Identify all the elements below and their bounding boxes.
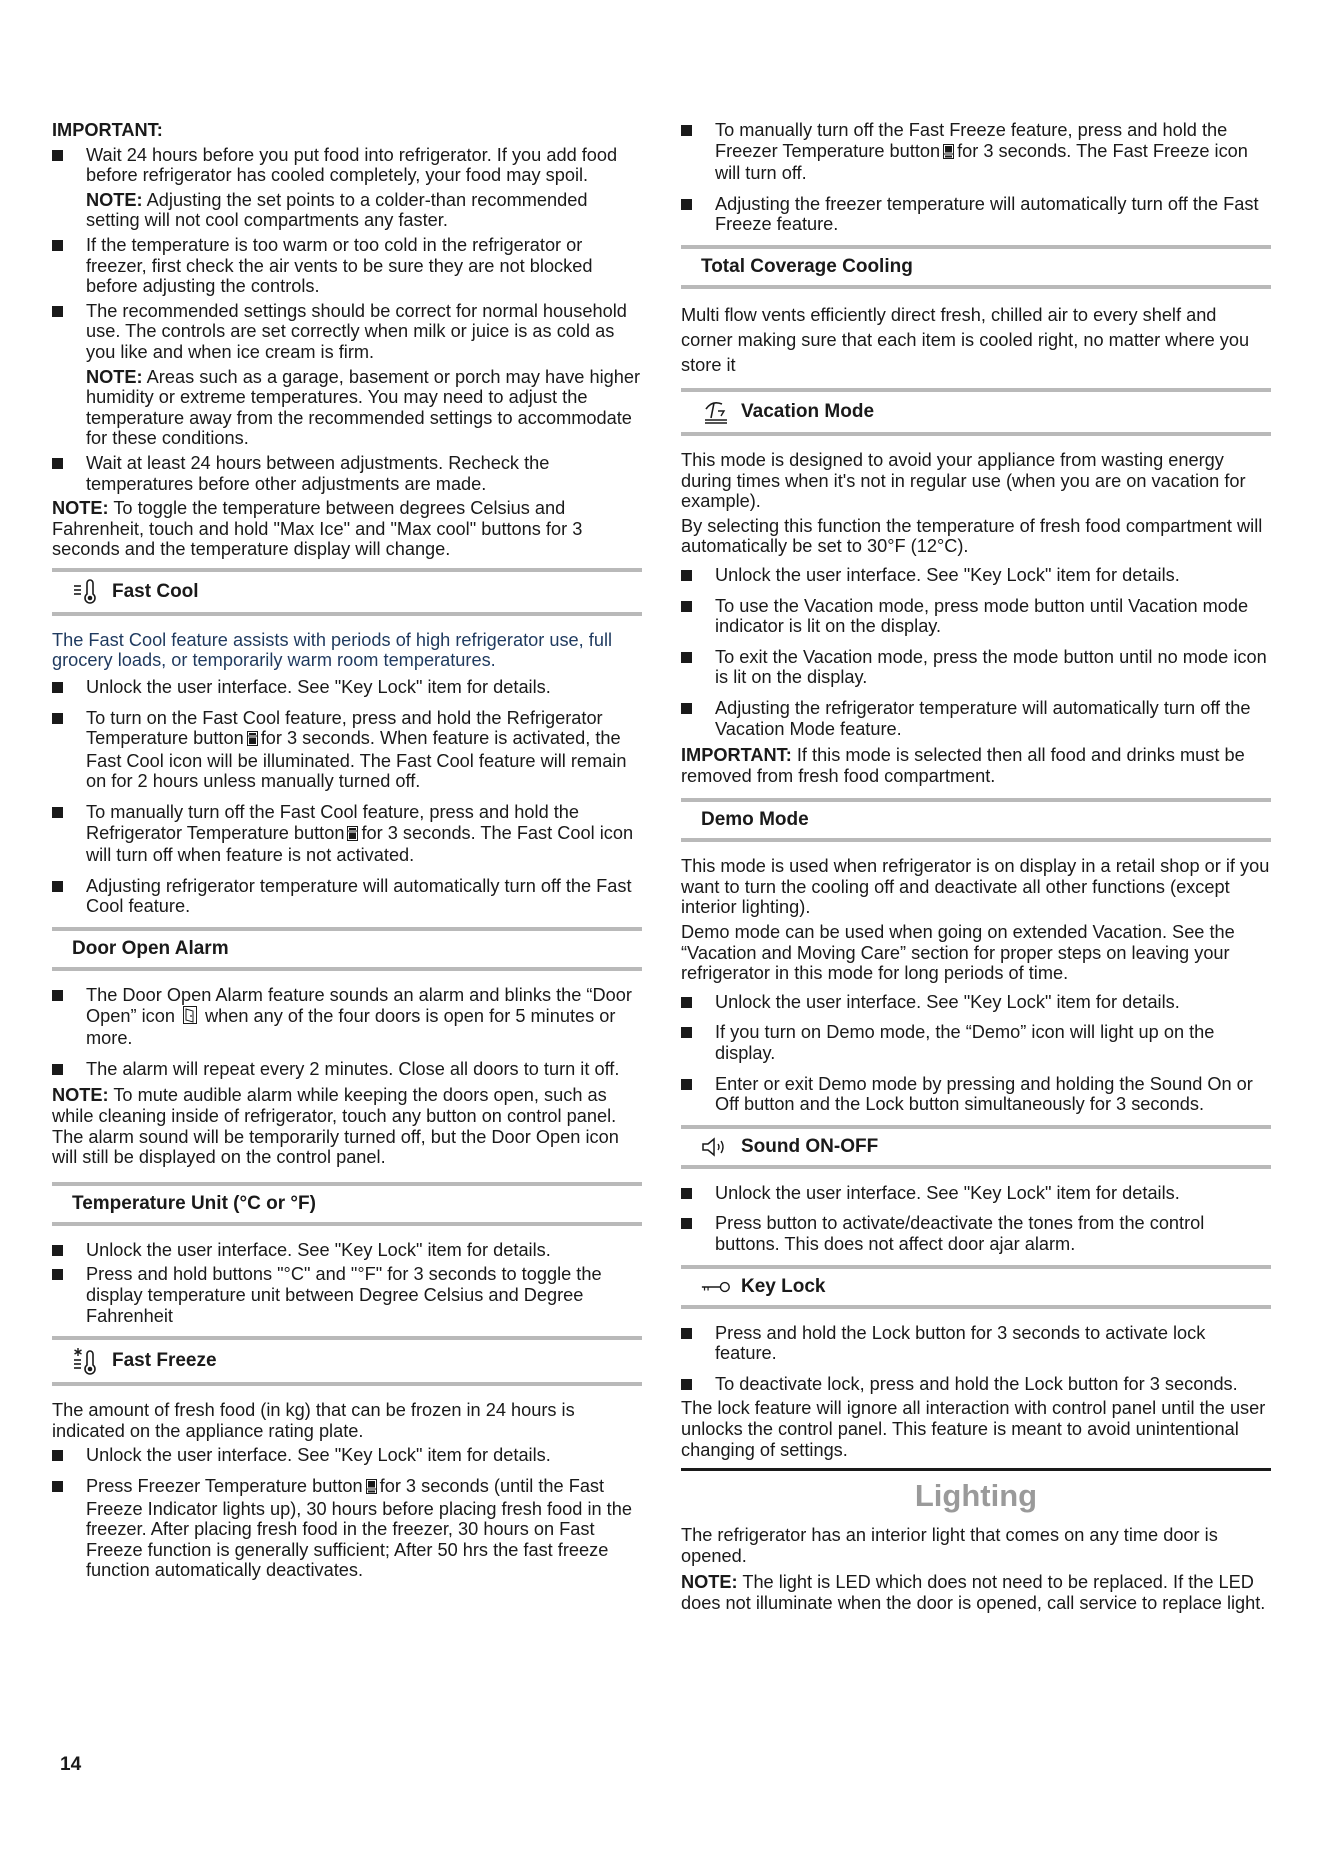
section-divider (681, 1468, 1271, 1471)
list-item: Unlock the user interface. See "Key Lock" item for details. (52, 677, 642, 698)
list-item: Adjusting refrigerator temperature will automatically turn off the Fast Cool feature. (52, 876, 642, 917)
section-heading-temperature-unit: Temperature Unit (°C or °F) (52, 1182, 642, 1226)
refrigerator-button-icon (347, 825, 358, 846)
right-column (681, 120, 1271, 1618)
vacation-important: IMPORTANT: If this mode is selected then all food and drinks must be removed from fresh food compartment. (681, 745, 1245, 786)
list-item: The Door Open Alarm feature sounds an alarm and blinks the “Door Open” icon when any of the four doors is open for 5 minutes or more. (52, 985, 642, 1049)
important-list (52, 145, 642, 495)
lighting-note: NOTE: The light is LED which does not need to be replaced. If the LED does not illuminate when the door is opened, call service to replace light. (681, 1572, 1266, 1613)
list-item: To manually turn off the Fast Freeze feature, press and hold the Freezer Temperature button for 3 seconds. The Fast Freeze icon will turn off. (681, 120, 1271, 184)
list-item: To use the Vacation mode, press mode button until Vacation mode indicator is lit on the display. (681, 596, 1271, 637)
section-heading-key-lock: Key Lock (681, 1265, 1271, 1309)
freezer-button-icon (943, 143, 954, 164)
fast-freeze-list (52, 1445, 642, 1581)
page-number: 14 (60, 1754, 82, 1775)
list-item: Wait 24 hours before you put food into refrigerator. If you add food before refrigerator has cooled completely, your food may spoil. NOTE: Adjusting the set points to a colder-than recommended setting will not cool compartments any faster. (52, 145, 642, 231)
list-item: Press and hold the Lock button for 3 seconds to activate lock feature. (681, 1323, 1271, 1364)
note: NOTE: Adjusting the set points to a colder-than recommended setting will not cool compartments any faster. (86, 189, 588, 231)
important-heading: IMPORTANT: (52, 120, 163, 140)
section-heading-fast-freeze: Fast Freeze (52, 1336, 642, 1386)
note: NOTE: To mute audible alarm while keeping the doors open, such as while cleaning inside of refrigerator, touch any button on control panel. The alarm sound will be temporarily turned off, but the Door Open icon will still be displayed on the control panel. (52, 1085, 619, 1168)
temperature-unit-list (52, 1240, 642, 1326)
lighting-description: The refrigerator has an interior light that comes on any time door is opened. (681, 1525, 1218, 1566)
lighting-heading: Lighting (914, 1478, 1038, 1514)
list-item: The alarm will repeat every 2 minutes. Close all doors to turn it off. (52, 1059, 642, 1080)
list-item: If the temperature is too warm or too cold in the refrigerator or freezer, first check the air vents to be sure they are not blocked before adjusting the controls. (52, 235, 642, 297)
section-heading-vacation-mode: Vacation Mode (681, 388, 1271, 436)
vacation-icon (701, 399, 731, 425)
door-open-list (52, 985, 642, 1079)
section-heading-demo-mode: Demo Mode (681, 798, 1271, 842)
freezer-button-icon (366, 1478, 377, 1499)
note: NOTE: Areas such as a garage, basement or porch may have higher humidity or extreme temperatures. You may need to adjust the temperature away from the recommended settings to accommodate for these conditions. (86, 366, 641, 449)
section-heading-fast-cool: Fast Cool (52, 568, 642, 616)
list-item: If you turn on Demo mode, the “Demo” icon will light up on the display. (681, 1022, 1271, 1063)
list-item: Unlock the user interface. See "Key Lock" item for details. (52, 1240, 642, 1261)
list-item: Unlock the user interface. See "Key Lock" item for details. (681, 565, 1271, 586)
left-column (52, 120, 642, 1591)
list-item: Unlock the user interface. See "Key Lock" item for details. (52, 1445, 642, 1466)
fast-freeze-icon (72, 1347, 102, 1375)
key-icon (701, 1280, 731, 1294)
sound-list (681, 1183, 1271, 1255)
list-item: Press button to activate/deactivate the tones from the control buttons. This does not affect door ajar alarm. (681, 1213, 1271, 1254)
demo-vacation-note: Demo mode can be used when going on extended Vacation. See the “Vacation and Moving Care” section for proper steps on leaving your refrigerator in this mode for long periods of time. (681, 922, 1235, 984)
vacation-list (681, 565, 1271, 739)
list-item: To manually turn off the Fast Cool feature, press and hold the Refrigerator Temperature button for 3 seconds. The Fast Cool icon will turn off when feature is not activated. (52, 802, 642, 866)
fast-freeze-intro: The amount of fresh food (in kg) that can be frozen in 24 hours is indicated on the appliance rating plate. (52, 1400, 575, 1441)
vacation-description: This mode is designed to avoid your appliance from wasting energy during times when it's not in regular use (when you are on vacation for example). (681, 449, 1246, 512)
list-item: Press Freezer Temperature button for 3 seconds (until the Fast Freeze Indicator lights up), 30 hours before placing fresh food in the freezer. After placing fresh food in the freezer, 30 hours on Fast Freeze function is generally sufficient; After 50 hrs the fast freeze function automatically deactivates. (52, 1476, 642, 1581)
fast-cool-icon (72, 579, 102, 605)
section-heading-total-coverage-cooling: Total Coverage Cooling (681, 245, 1271, 289)
key-lock-list (681, 1323, 1271, 1395)
total-coverage-text: Multi flow vents efficiently direct fresh, chilled air to every shelf and corner making sure that each item is cooled right, no matter where you store it (681, 304, 1250, 375)
list-item: To turn on the Fast Cool feature, press and hold the Refrigerator Temperature button for 3 seconds. When feature is activated, the Fast Cool icon will be illuminated. The Fast Cool feature will remain on for 2 hours unless manually turned off. (52, 708, 642, 792)
door-open-icon (183, 1006, 197, 1029)
list-item: To exit the Vacation mode, press the mode button until no mode icon is lit on the display. (681, 647, 1271, 688)
list-item: The recommended settings should be correct for normal household use. The controls are set correctly when milk or juice is as cold as you like and when ice cream is firm. NOTE: Areas such as a garage, basement or porch may have higher humidity or extreme temperatures. You may need to adjust the temperature away from the recommended settings to accommodate for these conditions. (52, 301, 642, 449)
list-item: Wait at least 24 hours between adjustments. Recheck the temperatures before other adjustments are made. (52, 453, 642, 494)
fast-freeze-list-continued (681, 120, 1271, 235)
key-lock-description: The lock feature will ignore all interaction with control panel until the user unlocks the control panel. This feature is meant to avoid unintentional changing of settings. (681, 1398, 1266, 1460)
speaker-icon (701, 1136, 731, 1158)
list-item: Unlock the user interface. See "Key Lock" item for details. (681, 1183, 1271, 1204)
section-heading-door-open-alarm: Door Open Alarm (52, 927, 642, 971)
demo-list (681, 992, 1271, 1115)
list-item: Adjusting the refrigerator temperature will automatically turn off the Vacation Mode feature. (681, 698, 1271, 739)
note: NOTE: To toggle the temperature between degrees Celsius and Fahrenheit, touch and hold "Max Ice" and "Max cool" buttons for 3 seconds and the temperature display will change. (52, 498, 583, 560)
section-heading-sound-on-off: Sound ON-OFF (681, 1125, 1271, 1169)
list-item: Adjusting the freezer temperature will automatically turn off the Fast Freeze feature. (681, 194, 1271, 235)
list-item: Press and hold buttons "°C" and "°F" for 3 seconds to toggle the display temperature unit between Degree Celsius and Degree Fahrenheit (52, 1264, 642, 1326)
demo-description: This mode is used when refrigerator is on display in a retail shop or if you want to turn the cooling off and deactivate all other functions (except interior lighting). (681, 856, 1270, 918)
fast-cool-intro: The Fast Cool feature assists with periods of high refrigerator use, full grocery loads, or temporarily warm room temperatures. (52, 629, 613, 671)
list-item: Enter or exit Demo mode by pressing and holding the Sound On or Off button and the Lock button simultaneously for 3 seconds. (681, 1074, 1271, 1115)
fast-cool-list (52, 677, 642, 917)
list-item: Unlock the user interface. See "Key Lock" item for details. (681, 992, 1271, 1013)
list-item: To deactivate lock, press and hold the Lock button for 3 seconds. (681, 1374, 1271, 1395)
refrigerator-button-icon (247, 730, 258, 751)
vacation-setting: By selecting this function the temperature of fresh food compartment will automatically be set to 30°F (12°C). (681, 515, 1263, 557)
